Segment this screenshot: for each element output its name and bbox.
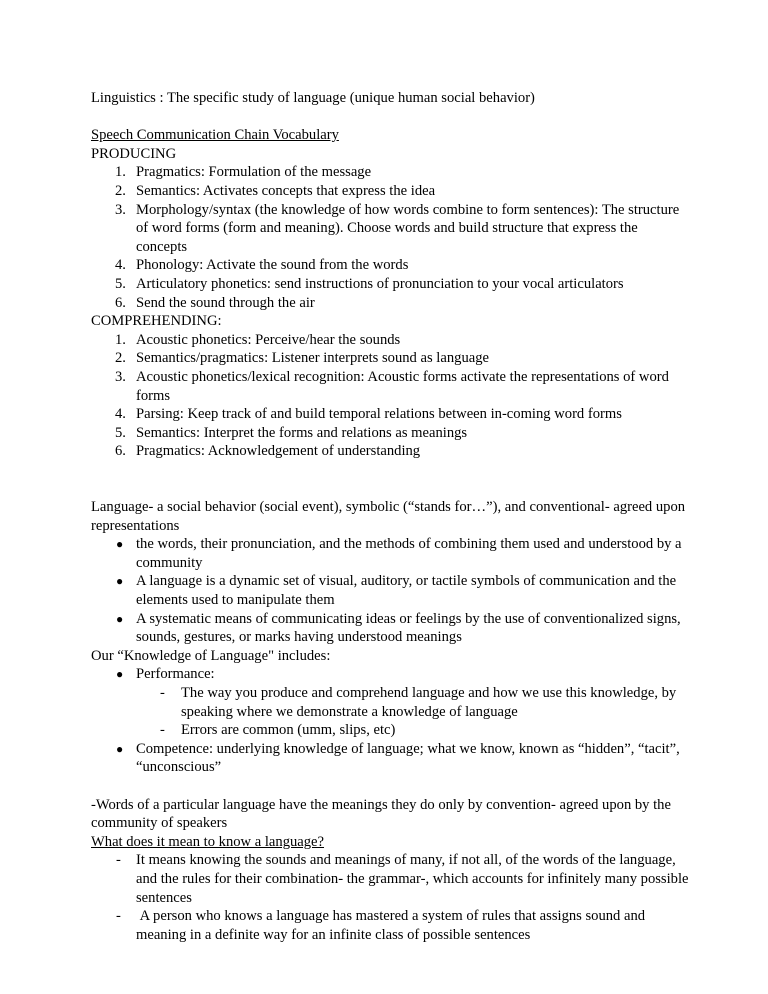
list-text: Pragmatics: Acknowledgement of understanding (136, 443, 421, 460)
bullet-icon: ● (116, 611, 124, 626)
bullet-icon: ● (116, 667, 124, 682)
dash-icon: - (160, 722, 165, 739)
list-number: 1. (115, 164, 126, 181)
spacer (91, 108, 691, 127)
list-item (91, 851, 691, 907)
list-item (91, 368, 691, 405)
list-text: Morphology/syntax (the knowledge of how words combine to form sentences): The structure of word forms (form and meaning). Choose words and build structure that express the concepts (136, 201, 680, 255)
list-text: A systematic means of communicating ideas or feelings by the use of conventionalized signs, sounds, gestures, or marks having understood meanings (136, 610, 681, 646)
list-item (91, 442, 691, 461)
list-item (91, 535, 691, 572)
list-text: The way you produce and comprehend language and how we use this knowledge, by speaking where we demonstrate a knowledge of language (181, 685, 677, 720)
spacer (91, 777, 691, 796)
section-heading-know: What does it mean to know a language? (91, 833, 325, 850)
producing-list (91, 163, 691, 312)
language-definition: Language- a social behavior (social event), symbolic (“stands for…”), and conventional- agreed upon representations (91, 499, 686, 534)
list-item (91, 572, 691, 609)
sub-list-item (91, 684, 691, 721)
comprehending-list (91, 331, 691, 461)
list-text: Semantics: Interpret the forms and relations as meanings (136, 424, 468, 441)
list-item (91, 163, 691, 182)
list-text: Pragmatics: Formulation of the message (136, 164, 372, 181)
list-text: Send the sound through the air (136, 294, 315, 311)
list-text: Errors are common (umm, slips, etc) (181, 722, 396, 739)
list-item (91, 405, 691, 424)
list-item (91, 294, 691, 313)
list-text: A person who knows a language has mastered a system of rules that assigns sound and meaning in a definite way for an infinite class of possible sentences (136, 908, 649, 943)
list-item (91, 331, 691, 350)
dash-icon: - (116, 908, 121, 925)
list-item (91, 182, 691, 201)
list-item (91, 665, 691, 684)
know-list (91, 851, 691, 944)
spacer (91, 461, 691, 498)
section-heading-chain: Speech Communication Chain Vocabulary (91, 127, 339, 144)
list-text: A language is a dynamic set of visual, auditory, or tactile symbols of communication and the elements used to manipulate them (136, 573, 677, 609)
list-number: 3. (115, 201, 126, 218)
comprehending-label: COMPREHENDING: (91, 313, 222, 330)
sub-list-item (91, 721, 691, 740)
list-item (91, 907, 691, 944)
intro-paragraph: Linguistics : The specific study of language (unique human social behavior) (91, 90, 535, 106)
convention-paragraph: -Words of a particular language have the meanings they do only by convention- agreed upon by the community of speakers (91, 796, 671, 832)
list-number: 4. (115, 257, 126, 274)
dash-icon: - (116, 852, 121, 869)
bullet-icon: ● (116, 537, 124, 552)
list-text: Acoustic phonetics/lexical recognition: Acoustic forms activate the representations of word forms (136, 368, 669, 404)
bullet-icon: ● (116, 574, 124, 589)
list-item (91, 740, 691, 777)
list-text: Semantics: Activates concepts that express the idea (136, 182, 436, 199)
list-number: 5. (115, 424, 126, 441)
list-item (91, 349, 691, 368)
list-number: 1. (115, 331, 126, 348)
list-number: 6. (115, 294, 126, 311)
knowledge-label: Our “Knowledge of Language" includes: (91, 647, 331, 664)
list-number: 6. (115, 443, 126, 460)
knowledge-bullets (91, 665, 691, 777)
list-text: Performance: (136, 666, 215, 683)
list-number: 3. (115, 368, 126, 385)
list-text: Semantics/pragmatics: Listener interprets sound as language (136, 350, 489, 367)
document-page (91, 89, 691, 944)
list-item (91, 275, 691, 294)
list-item (91, 256, 691, 275)
list-text: Competence: underlying knowledge of language; what we know, known as “hidden”, “tacit”, “unconscious” (136, 740, 680, 776)
list-item (91, 201, 691, 257)
list-text: Parsing: Keep track of and build temporal relations between in-coming word forms (136, 406, 622, 423)
list-item (91, 424, 691, 443)
producing-label: PRODUCING (91, 145, 177, 162)
dash-icon: - (160, 685, 165, 701)
list-number: 2. (115, 182, 126, 199)
list-text: Phonology: Activate the sound from the words (136, 257, 409, 274)
list-text: It means knowing the sounds and meanings of many, if not all, of the words of the language, and the rules for their combination- the grammar-, which accounts for infinitely many possible sentences (136, 852, 689, 906)
list-number: 4. (115, 406, 126, 423)
list-number: 2. (115, 350, 126, 367)
list-item (91, 610, 691, 647)
list-text: Acoustic phonetics: Perceive/hear the sounds (136, 331, 401, 348)
list-text: the words, their pronunciation, and the methods of combining them used and understood by a community (136, 536, 682, 571)
list-text: Articulatory phonetics: send instructions of pronunciation to your vocal articulators (136, 275, 624, 292)
list-number: 5. (115, 275, 126, 292)
bullet-icon: ● (116, 741, 124, 756)
language-bullets (91, 535, 691, 647)
